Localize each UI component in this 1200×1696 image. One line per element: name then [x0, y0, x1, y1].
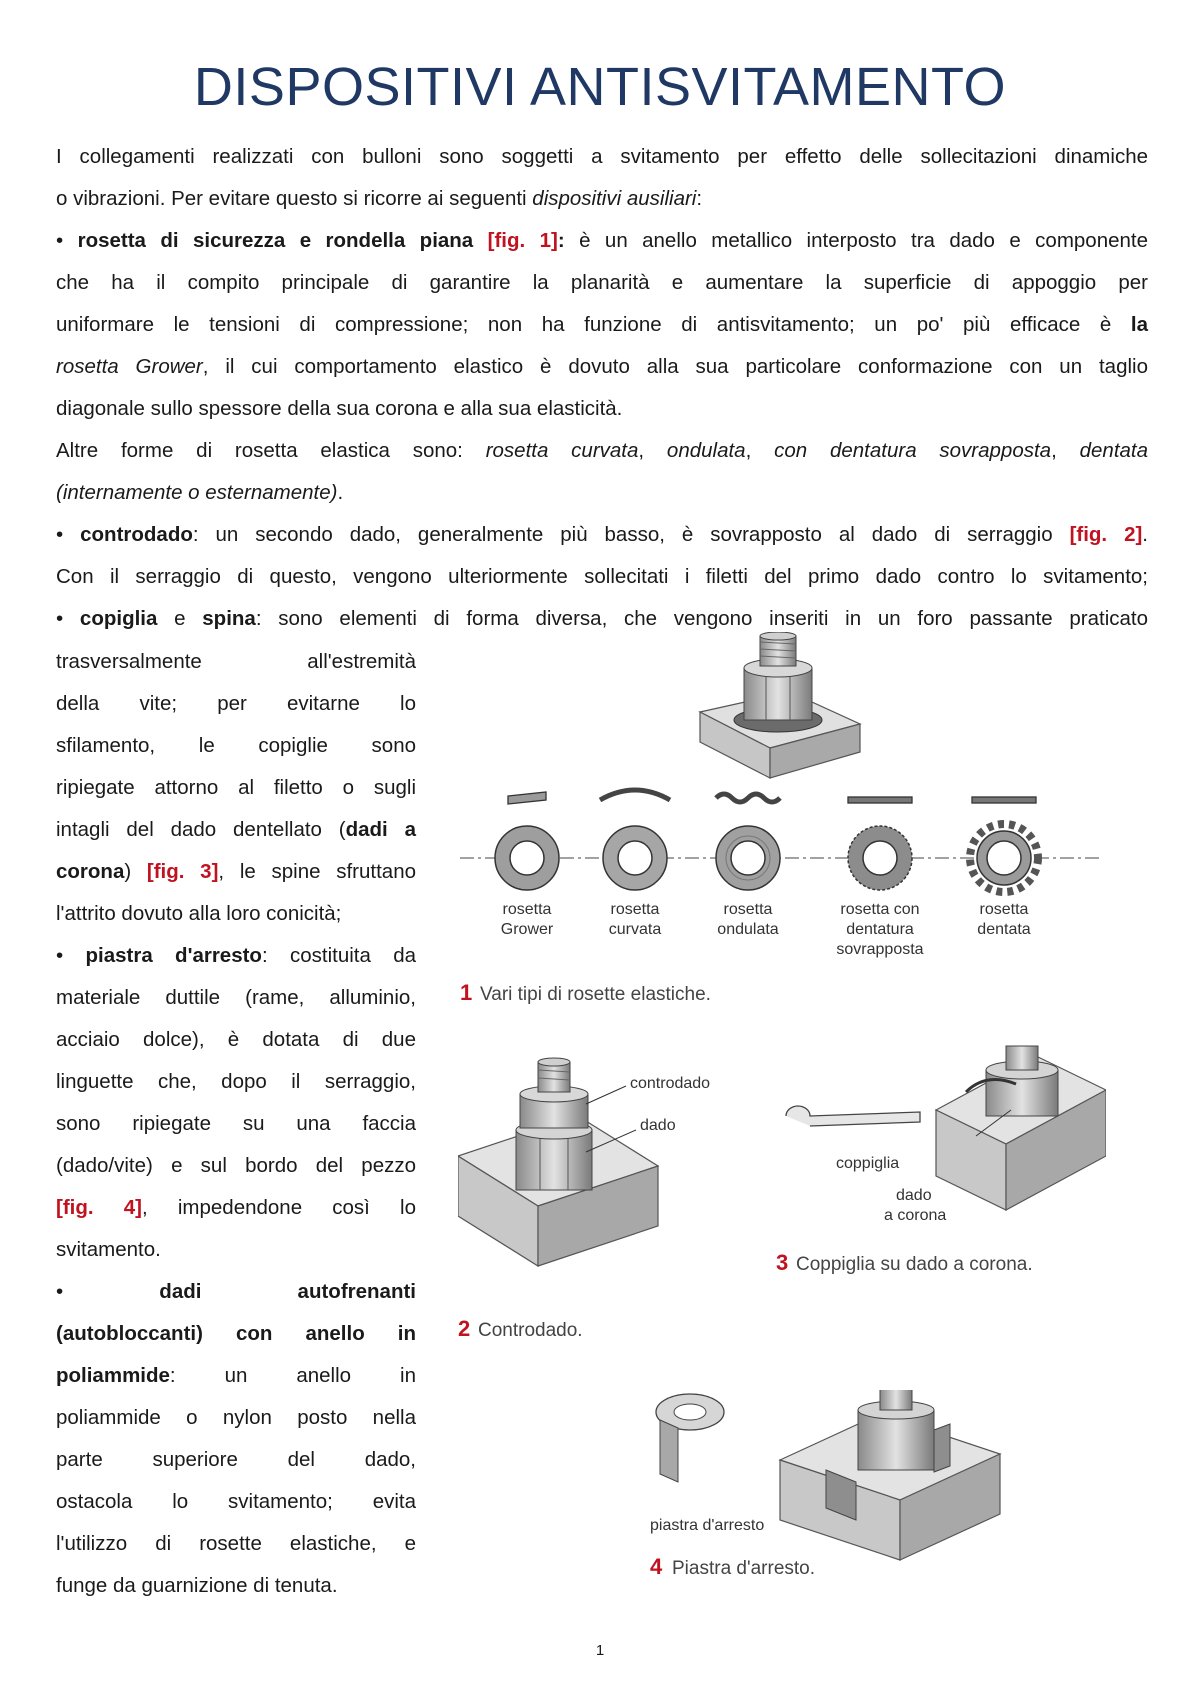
controdado-line-1: • controdado: un secondo dado, generalmente più basso, è sovrapposto al dado di serraggio [fig. 2].	[56, 523, 1148, 546]
label-grower-2: Grower	[500, 921, 554, 938]
controdado-line-2: Con il serraggio di questo, vengono ulteriormente sollecitati i filetti del primo dado contro lo svitamento;	[56, 565, 1148, 588]
washer-toothed-icon	[970, 824, 1038, 892]
label-sovrapposta-3: sovrapposta	[836, 941, 924, 958]
fig1-number: 1	[460, 980, 473, 1005]
label-ondulata-2: ondulata	[717, 921, 779, 938]
label-dentata-1: rosetta	[979, 901, 1029, 918]
fig1-caption: Vari tipi di rosette elastiche.	[480, 984, 711, 1005]
left-column-text: trasversalmente all'estremità della vite; per evitarne lo sfilamento, le copiglie sono ripiegate attorno al filetto o sugli intagli del dado dentellato (dadi a corona) [fig. 3], le spine sfruttano l'attrito dovuto alla loro conicità; • piastra d'arresto: costituita da materiale duttile (rame, alluminio, acciaio dolce), è dotata di due linguette che, dopo il serraggio, sono ripiegate su una faccia (dado/vite) e sul bordo del pezzo [fig. 4], impedendone così lo svitamento. • dadi autofrenanti (autobloccanti) con anello in poliammide: un anello in poliammide o nylon posto nella parte superiore del dado, ostacola lo svitamento; evita l'utilizzo di rosette elastiche, e funge da guarnizione di tenuta.	[56, 650, 417, 1597]
washer-side-views	[508, 790, 1036, 804]
figure-2	[458, 1056, 758, 1346]
figure-3	[776, 1040, 1106, 1290]
rosetta-line-4: rosetta Grower, il cui comportamento elastico è dovuto alla sua particolare conformazione con un taglio	[56, 355, 1148, 378]
fig4-caption: Piastra d'arresto.	[672, 1558, 816, 1579]
label-piastra: piastra d'arresto	[650, 1517, 765, 1534]
label-curvata-1: rosetta	[610, 901, 660, 918]
rosetta-line-3: uniformare le tensioni di compressione; non ha funzione di antisvitamento; un po' più efficace è la	[56, 313, 1148, 336]
fig1-labels	[501, 901, 1031, 958]
copiglia-line-1: • copiglia e spina: sono elementi di forma diversa, che vengono inseriti in un foro passante praticato	[56, 607, 1149, 630]
rosetta-line-7: (internamente o esternamente).	[56, 481, 344, 504]
rosetta-line-6: Altre forme di rosetta elastica sono: rosetta curvata, ondulata, con dentatura sovrapposta, dentata	[56, 439, 1149, 462]
cotter-pin-icon	[786, 1106, 920, 1126]
washer-serrated-icon	[848, 826, 912, 890]
washer-grower-icon	[495, 826, 559, 890]
label-controdado: controdado	[630, 1075, 711, 1092]
fig4-number: 4	[650, 1554, 663, 1579]
label-coppiglia: coppiglia	[836, 1155, 900, 1172]
label-dado-corona-1: dado	[896, 1187, 932, 1204]
lock-plate-icon	[656, 1394, 724, 1482]
intro-line-1: I collegamenti realizzati con bulloni sono soggetti a svitamento per effetto delle sollecitazioni dinamiche	[56, 145, 1148, 168]
fig3-number: 3	[776, 1250, 789, 1275]
fig2-caption: Controdado.	[478, 1320, 583, 1341]
label-ondulata-1: rosetta	[723, 901, 773, 918]
washer-wavy-icon	[716, 826, 780, 890]
label-curvata-2: curvata	[608, 921, 662, 938]
rosetta-line-2: che ha il compito principale di garantire la planarità e aumentare la superficie di appoggio per	[56, 271, 1148, 294]
rosetta-line-1: • rosetta di sicurezza e rondella piana [fig. 1]: è un anello metallico interposto tra dado e componente	[56, 229, 1148, 252]
figure-4	[650, 1390, 1010, 1600]
rosetta-line-5: diagonale sullo spessore della sua corona e alla sua elasticità.	[56, 397, 623, 420]
label-sovrapposta-1: rosetta con	[840, 901, 920, 918]
label-sovrapposta-2: dentatura	[846, 921, 914, 938]
figure-1	[460, 632, 1100, 1012]
intro-line-2: o vibrazioni. Per evitare questo si ricorre ai seguenti dispositivi ausiliari:	[56, 187, 703, 210]
fig2-number: 2	[458, 1316, 471, 1341]
nut-on-block-illustration	[700, 632, 860, 778]
label-dado: dado	[640, 1117, 676, 1134]
page-title: DISPOSITIVI ANTISVITAMENTO	[193, 57, 1007, 117]
fig3-caption: Coppiglia su dado a corona.	[796, 1254, 1033, 1275]
label-dado-corona-2: a corona	[884, 1207, 947, 1224]
label-dentata-2: dentata	[977, 921, 1031, 938]
washer-curved-icon	[603, 826, 667, 890]
label-grower-1: rosetta	[502, 901, 552, 918]
page-number: 1	[595, 1642, 605, 1659]
